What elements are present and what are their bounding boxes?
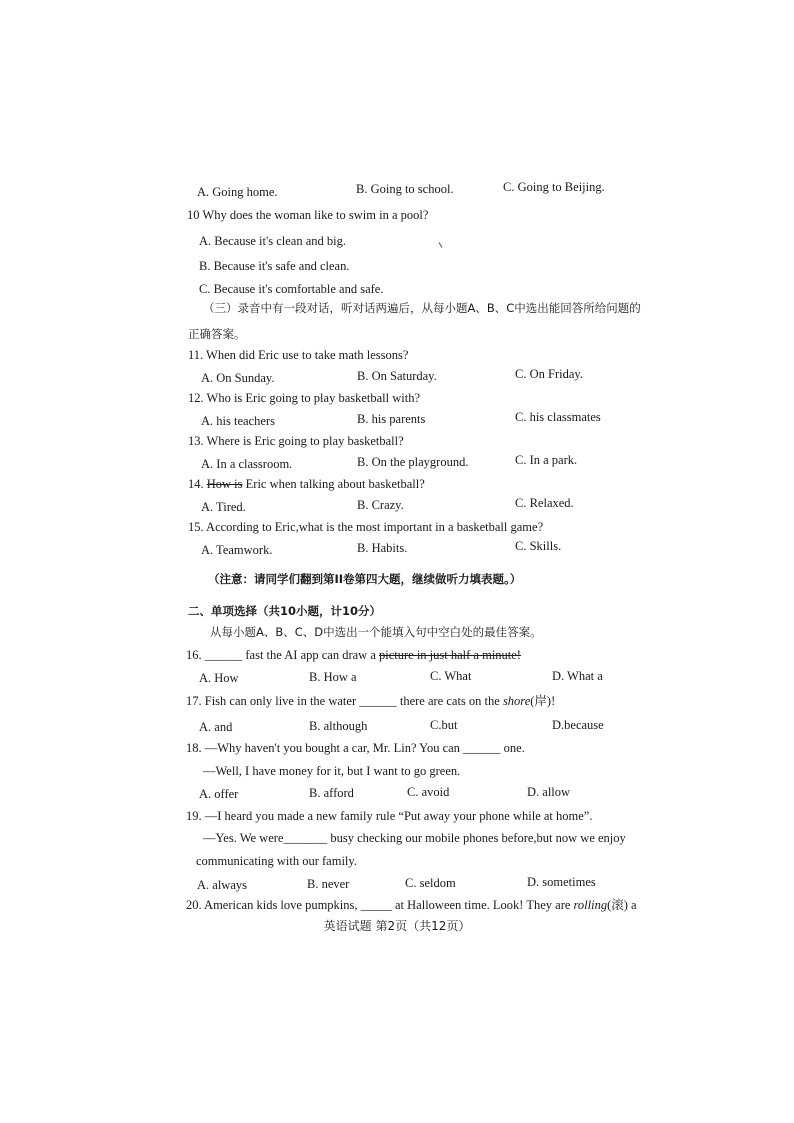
q18-option-d: D. allow <box>527 785 571 799</box>
q18-option-c: C. avoid <box>407 785 450 799</box>
q14-stem <box>188 476 425 492</box>
q17-option-d: D.because <box>552 718 604 732</box>
q18-line1: 18. —Why haven't you bought a car, Mr. Lin? You can ______ one. <box>186 741 525 755</box>
q9-option-c: C. Going to Beijing. <box>503 180 605 194</box>
q20-stem <box>186 897 637 913</box>
section3-instruction-line1: （三）录音中有一段对话，听对话两遍后，从每小题A、B、C中选出能回答所给问题的 <box>203 301 641 315</box>
q14-number: 14. <box>188 477 207 491</box>
q19-line1: 19. —I heard you made a new family rule “Put away your phone while at home”. <box>186 809 593 823</box>
q17-stem-end: (岸)! <box>530 694 556 708</box>
q20-stem-text: 20. American kids love pumpkins, _____ at Halloween time. Look! They are <box>186 898 574 912</box>
section3-instruction-line2: 正确答案。 <box>188 327 246 341</box>
q13-option-c: C. In a park. <box>515 453 578 467</box>
q12-option-b: B. his parents <box>357 412 426 426</box>
q19-line2: —Yes. We were_______ busy checking our mobile phones before,but now we enjoy <box>203 831 626 845</box>
q9-option-a: A. Going home. <box>197 185 278 199</box>
q17-italic-word: shore <box>502 694 531 708</box>
q19-option-c: C. seldom <box>405 876 456 890</box>
page-footer: 英语试题 第2页（共12页） <box>323 919 471 933</box>
q14-option-b: B. Crazy. <box>357 498 404 512</box>
q17-option-a: A. and <box>199 720 233 734</box>
q14-option-c: C. Relaxed. <box>515 496 574 510</box>
q15-stem: 15. According to Eric,what is the most important in a basketball game? <box>188 520 544 534</box>
q10-stem: 10 Why does the woman like to swim in a pool? <box>187 208 429 222</box>
q10-option-a: A. Because it's clean and big. <box>199 234 346 248</box>
q15-option-c: C. Skills. <box>515 539 562 553</box>
q19-option-d: D. sometimes <box>527 875 596 889</box>
q19-option-a: A. always <box>197 878 247 892</box>
q11-option-b: B. On Saturday. <box>357 369 437 383</box>
q16-stem <box>186 647 521 663</box>
q11-option-c: C. On Friday. <box>515 367 583 381</box>
listening-note: （注意：请同学们翻到第II卷第四大题，继续做听力填表题。） <box>208 572 522 586</box>
q16-option-c: C. What <box>430 669 472 683</box>
q13-stem: 13. Where is Eric going to play basketball? <box>188 434 404 448</box>
q17-stem-text: 17. Fish can only live in the water ______ there are cats on the <box>186 694 503 708</box>
q16-option-d: D. What a <box>552 669 603 683</box>
part2-instruction: 从每小题A、B、C、D中选出一个能填入句中空白处的最佳答案。 <box>210 625 542 639</box>
q11-stem: 11. When did Eric use to take math lessons? <box>188 348 409 362</box>
q13-option-b: B. On the playground. <box>357 455 469 469</box>
q15-option-a: A. Teamwork. <box>201 543 273 557</box>
q9-option-b: B. Going to school. <box>356 182 454 196</box>
q15-option-b: B. Habits. <box>357 541 408 555</box>
q14-option-a: A. Tired. <box>201 500 246 514</box>
q18-option-a: A. offer <box>199 787 239 801</box>
q12-option-c: C. his classmates <box>515 410 601 424</box>
q19-line3: communicating with our family. <box>196 854 357 868</box>
q10-option-b: B. Because it's safe and clean. <box>199 259 350 273</box>
q20-stem-end: (滚) a <box>607 898 637 912</box>
part2-heading: 二、单项选择（共10小题，计10分） <box>188 604 382 618</box>
q17-option-c: C.but <box>430 718 458 732</box>
q20-italic-word: rolling <box>573 898 608 912</box>
q14-struck-word: How is <box>206 477 243 491</box>
q19-option-b: B. never <box>307 877 350 891</box>
scan-speck <box>439 242 443 248</box>
q14-stem-rest: Eric when talking about basketball? <box>242 477 425 491</box>
q18-option-b: B. afford <box>309 786 354 800</box>
q18-line2: —Well, I have money for it, but I want to go green. <box>203 764 461 778</box>
q16-option-b: B. How a <box>309 670 357 684</box>
q16-option-a: A. How <box>199 671 239 685</box>
q12-stem: 12. Who is Eric going to play basketball with? <box>188 391 421 405</box>
q10-option-c: C. Because it's comfortable and safe. <box>199 282 384 296</box>
q16-struck-text: picture in just half a minute! <box>379 648 521 662</box>
q12-option-a: A. his teachers <box>201 414 275 428</box>
q11-option-a: A. On Sunday. <box>201 371 275 385</box>
q17-option-b: B. although <box>309 719 368 733</box>
q13-option-a: A. In a classroom. <box>201 457 293 471</box>
q16-stem-text: 16. ______ fast the AI app can draw a <box>186 648 379 662</box>
q17-stem <box>186 693 555 709</box>
